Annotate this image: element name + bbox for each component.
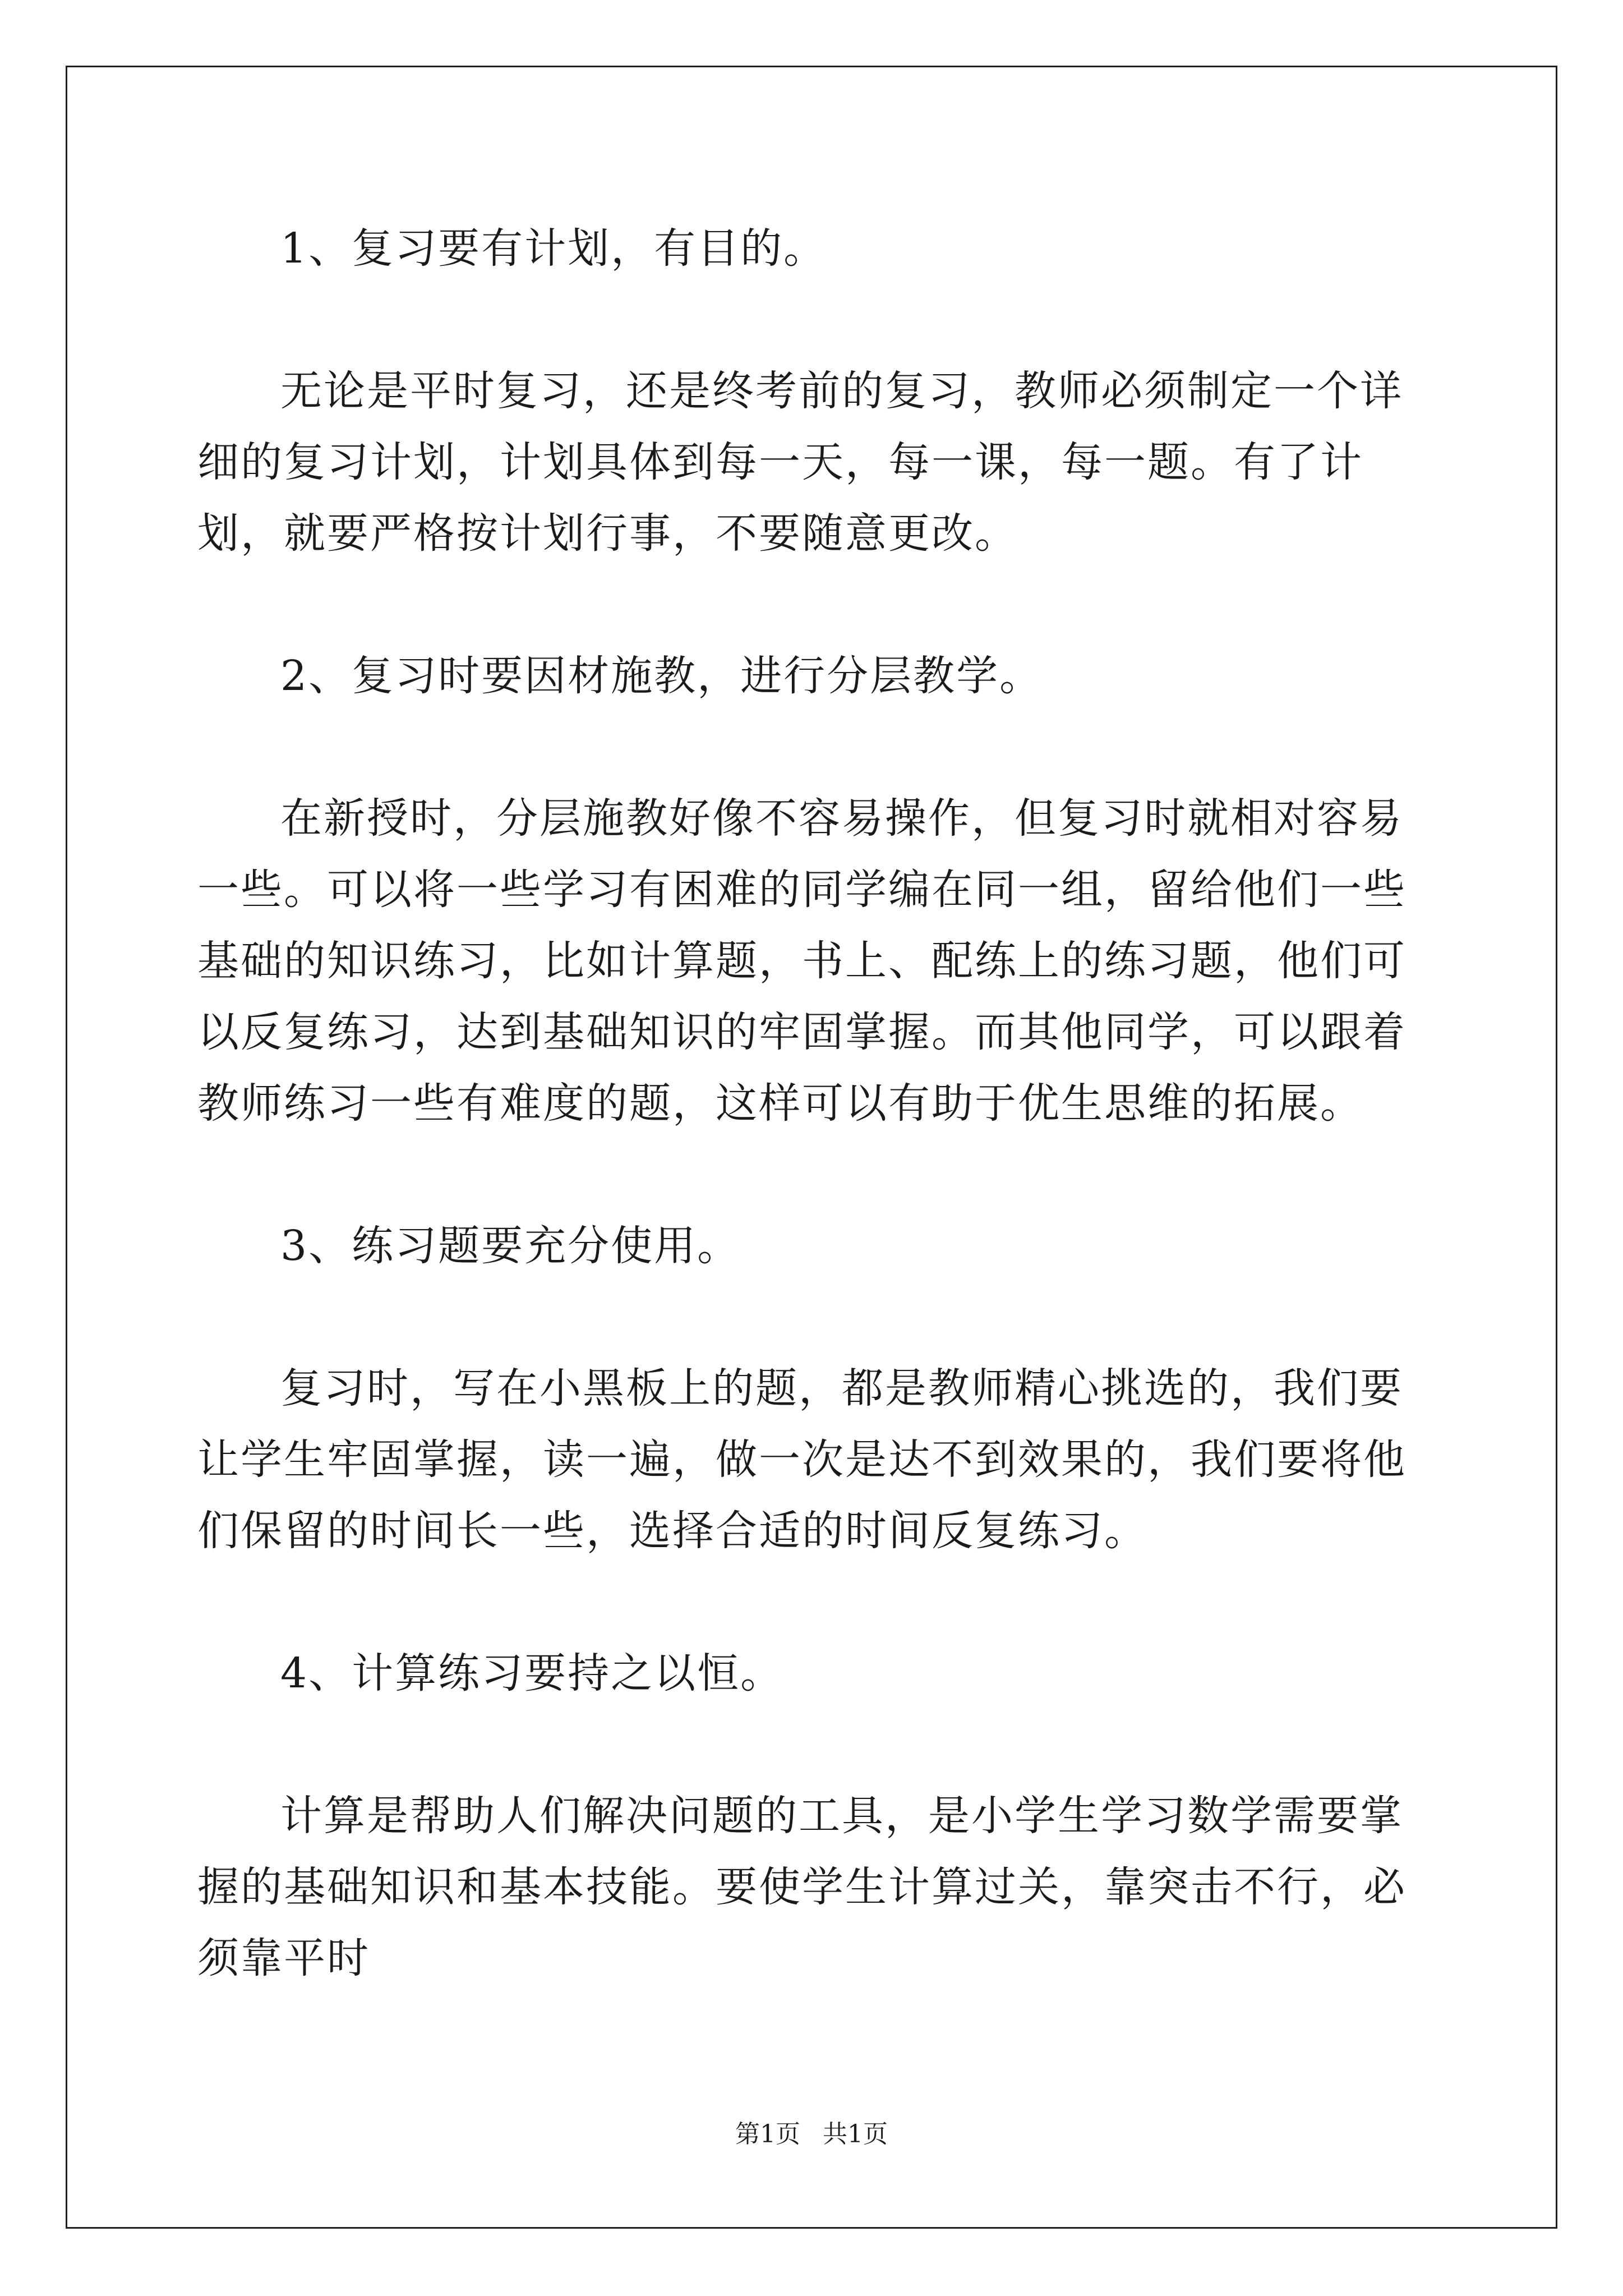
- heading-3: 3、练习题要充分使用。: [280, 1222, 741, 1270]
- heading-2: 2、复习时要因材施教，进行分层教学。: [280, 652, 1043, 700]
- page-number: 第1页: [735, 2120, 800, 2148]
- paragraph-3: 复习时，写在小黑板上的题，都是教师精心挑选的，我们要让学生牢固掌握，读一遍，做一次是达不到效果的，我们要将他们保留的时间长一些，选择合适的时间反复练习。: [197, 1364, 1407, 1555]
- paragraph-1: 无论是平时复习，还是终考前的复习，教师必须制定一个详细的复习计划，计划具体到每一天，每一课，每一题。有了计划，就要严格按计划行事，不要随意更改。: [197, 367, 1403, 558]
- heading-1: 1、复习要有计划，有目的。: [280, 224, 827, 273]
- page-total: 共1页: [823, 2120, 888, 2148]
- document-body: [197, 213, 1431, 1994]
- paragraph-2: 在新授时，分层施教好像不容易操作，但复习时就相对容易一些。可以将一些学习有困难的同学编在同一组，留给他们一些基础的知识练习，比如计算题，书上、配练上的练习题，他们可以反复练习，达到基础知识的牢固掌握。而其他同学，可以跟着教师练习一些有难度的题，这样可以有助于优生思维的拓展。: [197, 794, 1407, 1128]
- heading-4: 4、计算练习要持之以恒。: [280, 1649, 784, 1697]
- page-footer: [0, 2118, 1623, 2151]
- paragraph-4: 计算是帮助人们解决问题的工具，是小学生学习数学需要掌握的基础知识和基本技能。要使学生计算过关，靠突击不行，必须靠平时: [197, 1792, 1407, 1982]
